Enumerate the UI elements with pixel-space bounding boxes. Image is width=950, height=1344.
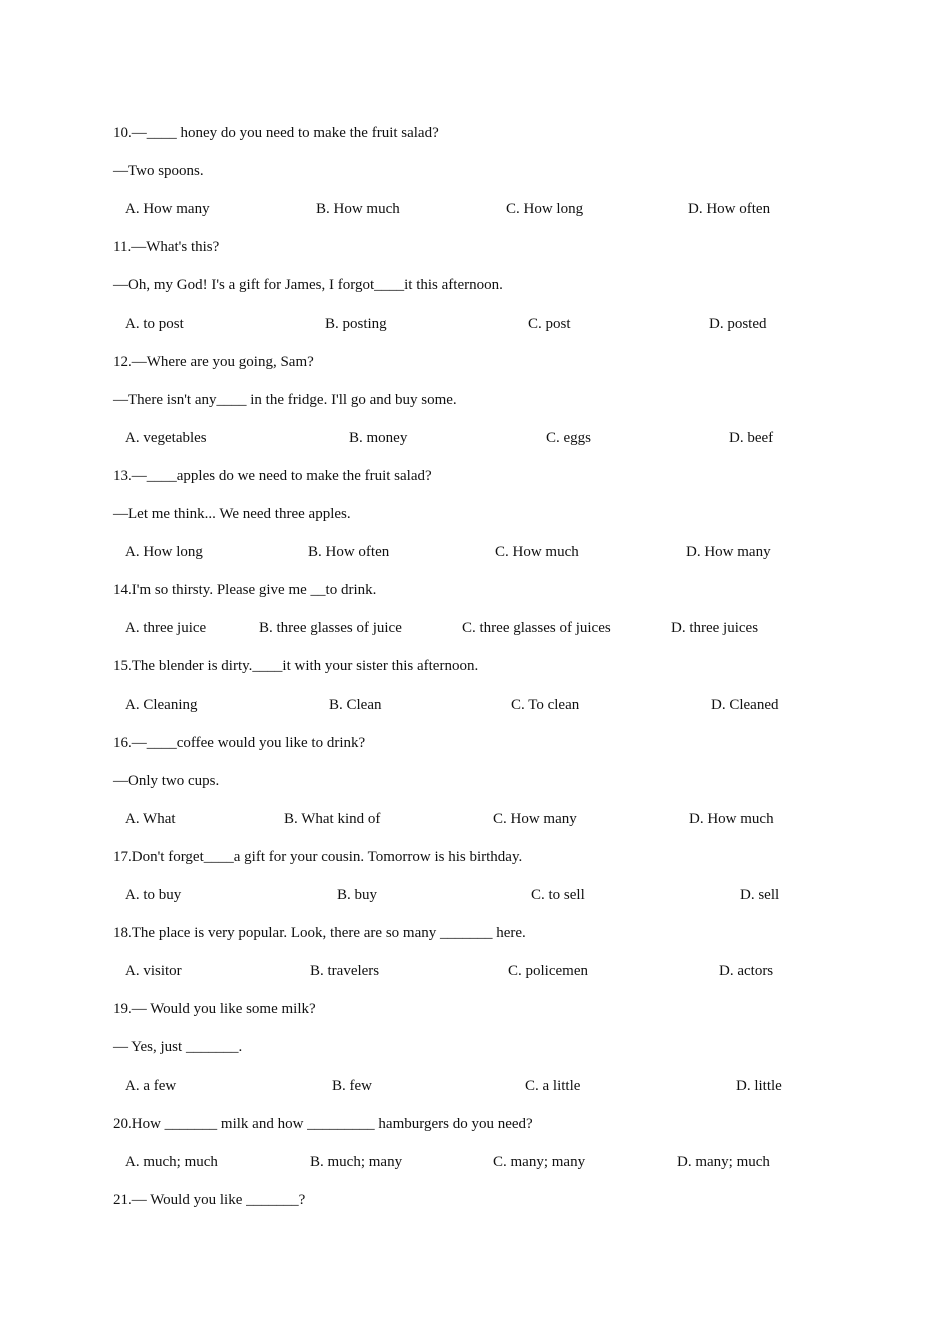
answer-option: C. a little <box>525 1077 581 1094</box>
answer-option: B. buy <box>337 887 378 903</box>
answer-option: D. How much <box>689 810 774 827</box>
answer-option: D. beef <box>729 429 774 446</box>
answer-option: D. many; much <box>677 1153 770 1170</box>
answer-option: B. Clean <box>329 696 382 713</box>
option-row <box>0 695 950 715</box>
answer-option: C. eggs <box>546 429 591 446</box>
option-row <box>0 618 950 638</box>
answer-option: D. sell <box>740 887 780 903</box>
answer-option: D. posted <box>709 315 767 332</box>
answer-option: D. three juices <box>671 620 759 637</box>
option-row <box>0 1152 950 1172</box>
question-stem: 10.—____ honey do you need to make the fruit salad? <box>113 125 439 141</box>
answer-option: C. many; many <box>493 1153 586 1170</box>
answer-option: B. How often <box>308 544 390 561</box>
dialogue-line: — Yes, just _______. <box>113 1039 243 1056</box>
question-stem: 17.Don't forget____a gift for your cousin. Tomorrow is his birthday. <box>113 848 523 865</box>
answer-option: A. What <box>125 810 176 827</box>
answer-option: D. How many <box>686 544 771 561</box>
option-row <box>0 542 950 562</box>
question-stem: 13.—____apples do we need to make the fruit salad? <box>113 467 432 484</box>
question-stem: 18.The place is very popular. Look, there are so many _______ here. <box>113 925 526 942</box>
answer-option: B. travelers <box>310 963 380 980</box>
dialogue-line: —Two spoons. <box>113 163 204 180</box>
question-stem: 14.I'm so thirsty. Please give me __to drink. <box>113 582 377 599</box>
question-stem: 20.How _______ milk and how _________ hamburgers do you need? <box>113 1115 533 1132</box>
answer-option: A. to post <box>125 315 184 332</box>
answer-option: D. How often <box>688 201 771 218</box>
answer-option: A. three juice <box>125 620 207 637</box>
answer-option: C. To clean <box>511 696 580 713</box>
answer-option: D. little <box>736 1077 782 1094</box>
option-row <box>0 885 950 905</box>
answer-option: A. vegetables <box>125 429 207 446</box>
option-row <box>0 961 950 981</box>
dialogue-line: —Oh, my God! I's a gift for James, I forgot____it this afternoon. <box>113 277 503 294</box>
answer-option: C. post <box>528 315 571 332</box>
option-row <box>0 809 950 829</box>
answer-option: A. a few <box>125 1077 177 1094</box>
answer-option: D. actors <box>719 963 774 980</box>
answer-option: D. Cleaned <box>711 696 779 713</box>
dialogue-line: —Only two cups. <box>113 772 220 789</box>
option-row <box>0 1076 950 1096</box>
answer-option: B. much; many <box>310 1153 403 1170</box>
question-stem: 11.—What's this? <box>113 239 220 256</box>
answer-option: B. How much <box>316 201 400 218</box>
option-row <box>0 428 950 448</box>
answer-option: A. Cleaning <box>125 696 198 713</box>
option-row <box>0 199 950 219</box>
answer-option: A. much; much <box>125 1153 218 1170</box>
answer-option: A. How long <box>125 544 203 561</box>
answer-option: C. How much <box>495 544 579 561</box>
answer-option: A. How many <box>125 201 210 218</box>
answer-option: B. few <box>332 1077 372 1094</box>
answer-option: B. posting <box>325 315 387 332</box>
answer-option: A. to buy <box>125 887 182 903</box>
dialogue-line: —Let me think... We need three apples. <box>113 506 351 522</box>
option-row <box>0 314 950 334</box>
question-stem: 21.— Would you like _______? <box>113 1191 306 1208</box>
question-stem: 16.—____coffee would you like to drink? <box>113 734 366 751</box>
answer-option: C. policemen <box>508 963 588 980</box>
answer-option: C. How many <box>493 810 577 827</box>
answer-option: B. money <box>349 429 408 446</box>
answer-option: C. to sell <box>531 887 585 903</box>
answer-option: B. What kind of <box>284 810 381 827</box>
question-stem: 19.— Would you like some milk? <box>113 1001 316 1018</box>
question-stem: 15.The blender is dirty.____it with your sister this afternoon. <box>113 658 479 675</box>
answer-option: C. three glasses of juices <box>462 620 611 637</box>
question-stem: 12.—Where are you going, Sam? <box>113 353 314 370</box>
dialogue-line: —There isn't any____ in the fridge. I'll go and buy some. <box>113 391 457 408</box>
answer-option: A. visitor <box>125 963 182 980</box>
answer-option: B. three glasses of juice <box>259 620 402 637</box>
answer-option: C. How long <box>506 201 584 218</box>
